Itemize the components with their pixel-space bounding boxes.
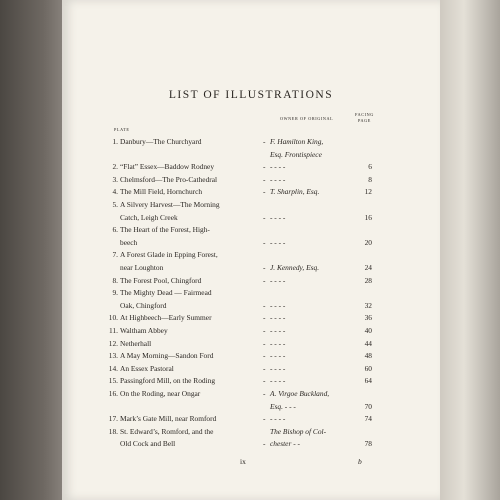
facing-page-number: 40 — [364, 326, 372, 335]
illustration-title: St. Edward’s, Romford, and the — [120, 426, 214, 436]
original-owner: - - - - — [270, 326, 286, 335]
illustration-title: Oak, Chingford — [120, 300, 167, 310]
list-item — [62, 186, 440, 197]
plate-number: 14. — [108, 363, 118, 373]
illustration-title: Passingford Mill, on the Roding — [120, 376, 216, 386]
illustration-title: Waltham Abbey — [120, 326, 168, 335]
facing-page-number: 8 — [368, 174, 372, 184]
facing-page-number: 64 — [364, 376, 372, 386]
leader-dash: - — [263, 338, 266, 348]
plate-number: 1. — [112, 137, 118, 146]
leader-dash: - — [263, 363, 266, 373]
original-owner: Esq. Frontispiece — [270, 149, 322, 159]
leader-dash: - — [263, 174, 266, 184]
illustration-title: A Silvery Harvest—The Morning — [120, 200, 220, 209]
plate-number: 18. — [108, 426, 118, 436]
leader-dash: - — [263, 389, 266, 398]
original-owner: The Bishop of Col- — [270, 426, 327, 436]
illustration-title: A May Morning—Sandon Ford — [120, 351, 214, 361]
signature-mark: b — [358, 457, 362, 466]
plate-number: 12. — [108, 338, 118, 348]
original-owner: - - - - — [270, 313, 286, 323]
page-title: LIST OF ILLUSTRATIONS — [168, 89, 334, 101]
facing-page-number: 60 — [364, 363, 372, 373]
plate-number: 10. — [108, 313, 118, 323]
list-item — [62, 426, 440, 437]
leader-dash: - — [263, 275, 266, 285]
list-item — [62, 237, 440, 248]
original-owner: - - - - — [270, 376, 286, 386]
leader-dash: - — [263, 351, 266, 361]
list-item — [62, 325, 440, 336]
facing-page-number: 32 — [364, 300, 372, 310]
list-item — [62, 363, 440, 374]
illustration-title: The Mighty Dead — Fairmead — [120, 288, 212, 298]
illustration-title: Mark’s Gate Mill, near Romford — [120, 414, 217, 424]
list-item — [62, 249, 440, 260]
illustration-title: Netherhall — [120, 338, 152, 348]
illustration-title: A Forest Glade in Epping Forest, — [120, 250, 218, 260]
leader-dash: - — [263, 376, 266, 386]
original-owner: - - - - — [270, 162, 286, 172]
illustration-title: “Flat” Essex—Baddow Rodney — [120, 162, 215, 172]
original-owner: - - - - — [270, 363, 286, 373]
leader-dash: - — [263, 237, 266, 247]
owner-column-header: OWNER OF ORIGINAL — [280, 116, 334, 121]
facing-page-number: 20 — [364, 237, 372, 247]
list-item — [62, 338, 440, 349]
list-item — [62, 275, 440, 286]
facing-page-number: 28 — [364, 275, 372, 285]
adjacent-page-edge — [0, 0, 62, 500]
page-stack-edge — [440, 0, 500, 500]
illustration-title: Danbury—The Churchyard — [120, 137, 202, 146]
list-item — [62, 212, 440, 223]
list-item — [62, 149, 440, 160]
illustration-title: On the Roding, near Ongar — [120, 389, 201, 398]
original-owner: T. Sharplin, Esq. — [270, 187, 320, 197]
plate-number: 3. — [112, 174, 118, 184]
list-item — [62, 199, 440, 210]
page-folio: ix — [240, 457, 246, 466]
illustration-title: The Mill Field, Hornchurch — [120, 187, 203, 197]
illustration-title: Catch, Leigh Creek — [120, 212, 178, 222]
list-item — [62, 388, 440, 399]
original-owner: - - - - — [270, 212, 286, 222]
original-owner: - - - - — [270, 351, 286, 361]
leader-dash: - — [263, 263, 266, 272]
original-owner: J. Kennedy, Esq. — [270, 263, 320, 272]
plate-number: 13. — [108, 351, 118, 361]
illustration-title: beech — [120, 237, 138, 247]
leader-dash: - — [263, 300, 266, 310]
original-owner: - - - - — [270, 237, 286, 247]
list-item — [62, 224, 440, 235]
leader-dash: - — [263, 137, 266, 146]
list-item — [62, 161, 440, 172]
illustration-title: An Essex Pastoral — [120, 363, 174, 373]
original-owner: - - - - — [270, 300, 286, 310]
plate-number: 2. — [112, 162, 118, 172]
facing-page-number: 78 — [364, 439, 372, 449]
plate-number: 5. — [112, 200, 118, 209]
list-item — [62, 262, 440, 273]
illustration-title: The Forest Pool, Chingford — [120, 275, 202, 285]
plate-number: 11. — [109, 326, 118, 335]
facing-page-number: 24 — [364, 263, 372, 272]
illustration-title: Old Cock and Bell — [120, 439, 176, 449]
original-owner: F. Hamilton King, — [270, 137, 324, 146]
list-item — [62, 312, 440, 323]
facing-page-number: 44 — [364, 338, 372, 348]
leader-dash: - — [263, 326, 266, 335]
plate-number: 6. — [112, 225, 118, 235]
illustration-title: near Loughton — [120, 263, 164, 272]
list-item — [62, 300, 440, 311]
facing-page-number: 6 — [368, 162, 372, 172]
original-owner: chester - - — [270, 439, 300, 449]
list-item — [62, 174, 440, 185]
plate-number: 15. — [108, 376, 118, 386]
plate-number: 9. — [112, 288, 118, 298]
plate-number: 8. — [112, 275, 118, 285]
leader-dash: - — [263, 414, 266, 424]
plate-number: 7. — [112, 250, 118, 260]
original-owner: Esq. - - - — [270, 401, 296, 411]
illustration-title: The Heart of the Forest, High- — [120, 225, 210, 235]
list-item — [62, 375, 440, 386]
facing-page-number: 12 — [364, 187, 372, 197]
leader-dash: - — [263, 212, 266, 222]
list-item — [62, 287, 440, 298]
list-item — [62, 413, 440, 424]
facing-column-header-line1: FACING — [355, 112, 374, 117]
original-owner: - - - - — [270, 414, 286, 424]
plate-number: 4. — [112, 187, 118, 197]
list-item — [62, 350, 440, 361]
list-item — [62, 438, 440, 449]
original-owner: - - - - — [270, 338, 286, 348]
original-owner: - - - - — [270, 275, 286, 285]
plate-column-header: PLATE — [114, 127, 130, 132]
facing-page-number: 36 — [364, 313, 372, 323]
list-item — [62, 401, 440, 412]
leader-dash: - — [263, 162, 266, 172]
leader-dash: - — [263, 187, 266, 197]
facing-page-number: 16 — [364, 212, 372, 222]
list-item — [62, 136, 440, 147]
facing-column-header-line2: PAGE — [358, 118, 371, 123]
book-page — [62, 0, 440, 500]
facing-page-number: 70 — [364, 401, 372, 411]
original-owner: A. Virgoe Buckland, — [270, 389, 330, 398]
original-owner: - - - - — [270, 174, 286, 184]
leader-dash: - — [263, 313, 266, 323]
facing-page-number: 74 — [364, 414, 372, 424]
facing-page-number: 48 — [364, 351, 372, 361]
plate-number: 17. — [108, 414, 118, 424]
leader-dash: - — [263, 439, 266, 449]
illustration-title: Chelmsford—The Pro-Cathedral — [120, 174, 218, 184]
illustration-title: At Highbeech—Early Summer — [120, 313, 212, 323]
plate-number: 16. — [108, 389, 118, 398]
